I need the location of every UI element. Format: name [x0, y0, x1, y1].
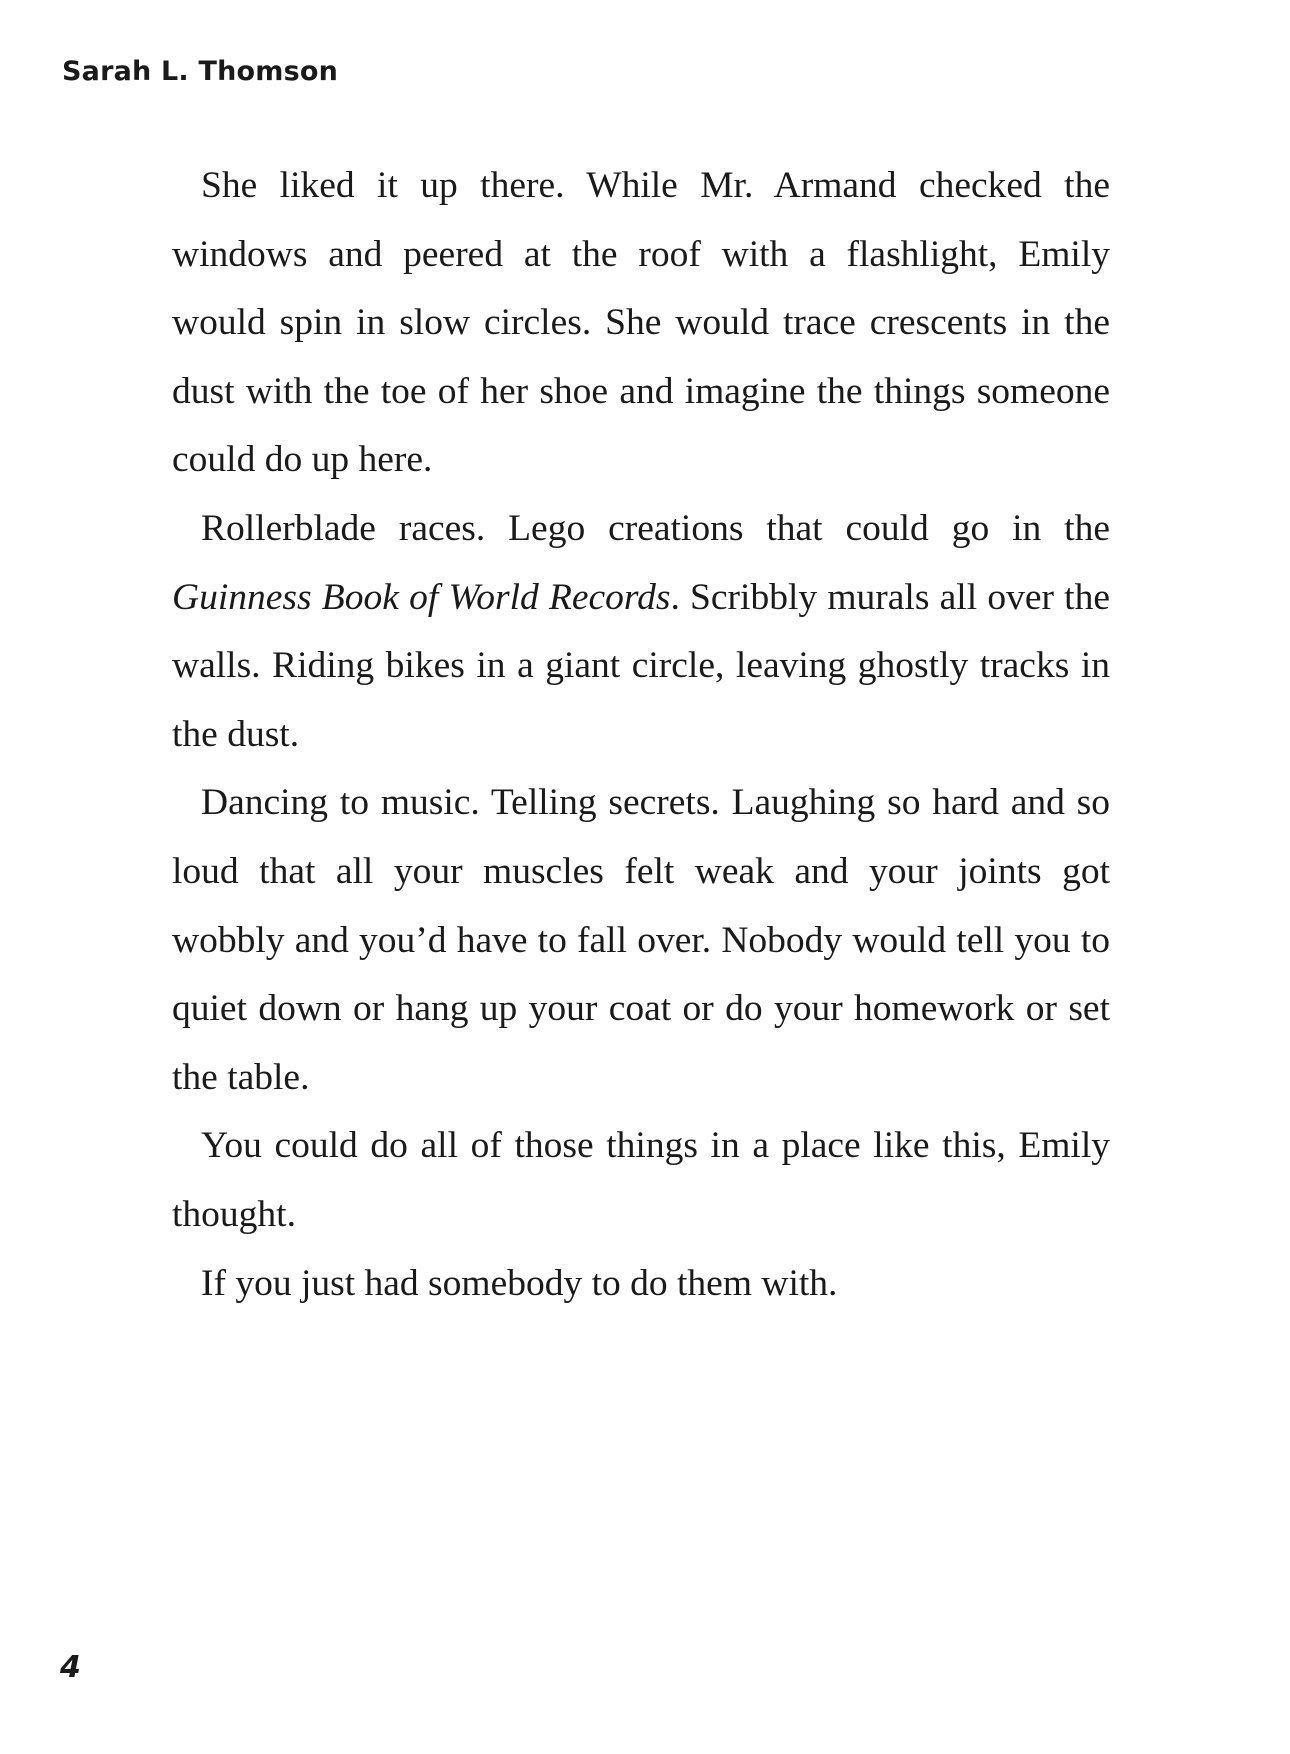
page-number: 4: [60, 1650, 81, 1685]
paragraph-1: She liked it up there. While Mr. Armand checked the windows and peered at the roof with a flashlight, Emily would spin in slow circles. She would trace crescents in the dust with the toe of her shoe and imagine the things someone could do up here.: [172, 165, 1110, 481]
paragraph-2-lead: Rollerblade races. Lego creations that could go in the: [201, 507, 1110, 549]
paragraph-2: [172, 495, 1110, 769]
paragraph-5: If you just had somebody to do them with.: [201, 1262, 838, 1304]
running-head-author: Sarah L. Thomson: [62, 56, 339, 87]
book-title-italic: Guinness Book of World Records: [172, 576, 671, 618]
paragraph-4: You could do all of those things in a place like this, Emily thought.: [172, 1125, 1110, 1235]
paragraph-2-rest: . Scribbly murals all over the walls. Riding bikes in a giant circle, leaving ghostly tracks in the dust.: [172, 576, 1110, 755]
body-text: [172, 152, 1110, 1318]
paragraph-3: Dancing to music. Telling secrets. Laughing so hard and so loud that all your muscles felt weak and your joints got wobbly and you’d have to fall over. Nobody would tell you to quiet down or hang up your coat or do your homework or set the table.: [172, 782, 1110, 1098]
